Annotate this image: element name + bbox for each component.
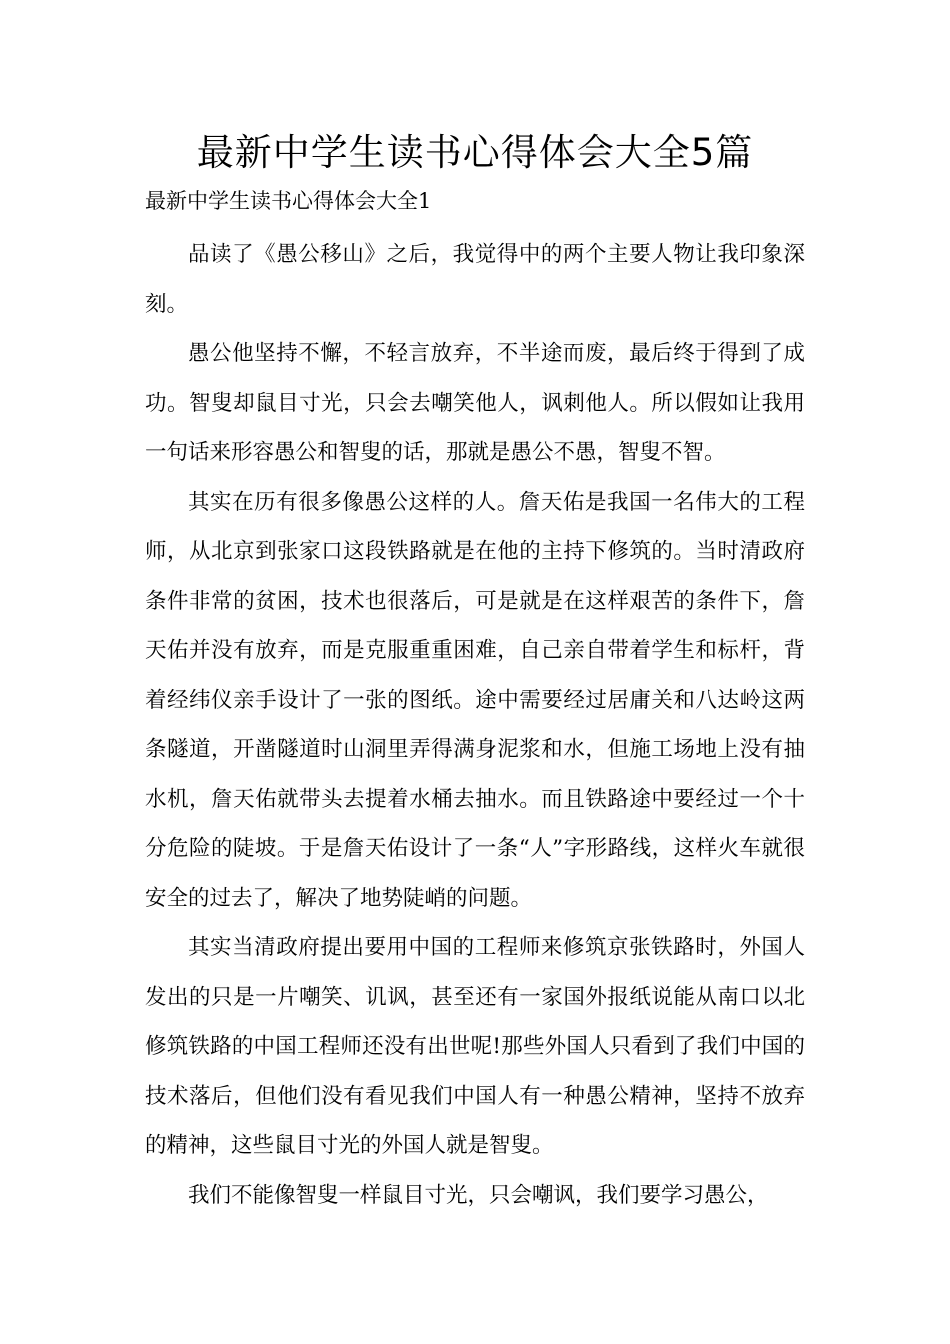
document-title: 最新中学生读书心得体会大全5篇	[196, 131, 754, 174]
section-heading: 最新中学生读书心得体会大全1	[145, 189, 432, 213]
document-body	[145, 230, 805, 1220]
paragraph: 品读了《愚公移山》之后，我觉得中的两个主要人物让我印象深刻。	[145, 242, 805, 317]
paragraph: 我们不能像智叟一样鼠目寸光，只会嘲讽，我们要学习愚公，	[188, 1182, 769, 1208]
paragraph: 其实当清政府提出要用中国的工程师来修筑京张铁路时，外国人发出的只是一片嘲笑、讥讽，甚至还有一家国外报纸说能从南口以北修筑铁路的中国工程师还没有出世呢!那些外国人只看到了我们中国的技术落后，但他们没有看见我们中国人有一种愚公精神，坚持不放弃的精神，这些鼠目寸光的外国人就是智叟。	[145, 935, 805, 1158]
paragraph: 其实在历有很多像愚公这样的人。詹天佑是我国一名伟大的工程师，从北京到张家口这段铁路就是在他的主持下修筑的。当时清政府条件非常的贫困，技术也很落后，可是就是在这样艰苦的条件下，詹天佑并没有放弃，而是克服重重困难，自己亲自带着学生和标杆，背着经纬仪亲手设计了一张的图纸。途中需要经过居庸关和八达岭这两条隧道，开凿隧道时山洞里弄得满身泥浆和水，但施工场地上没有抽水机，詹天佑就带头去提着水桶去抽水。而且铁路途中要经过一个十分危险的陡坡。于是詹天佑设计了一条“人”字形路线，这样火车就很安全的过去了，解决了地势陡峭的问题。	[145, 489, 805, 911]
paragraph: 愚公他坚持不懈，不轻言放弃，不半途而废，最后终于得到了成功。智叟却鼠目寸光，只会去嘲笑他人，讽刺他人。所以假如让我用一句话来形容愚公和智叟的话，那就是愚公不愚，智叟不智。	[145, 341, 805, 465]
